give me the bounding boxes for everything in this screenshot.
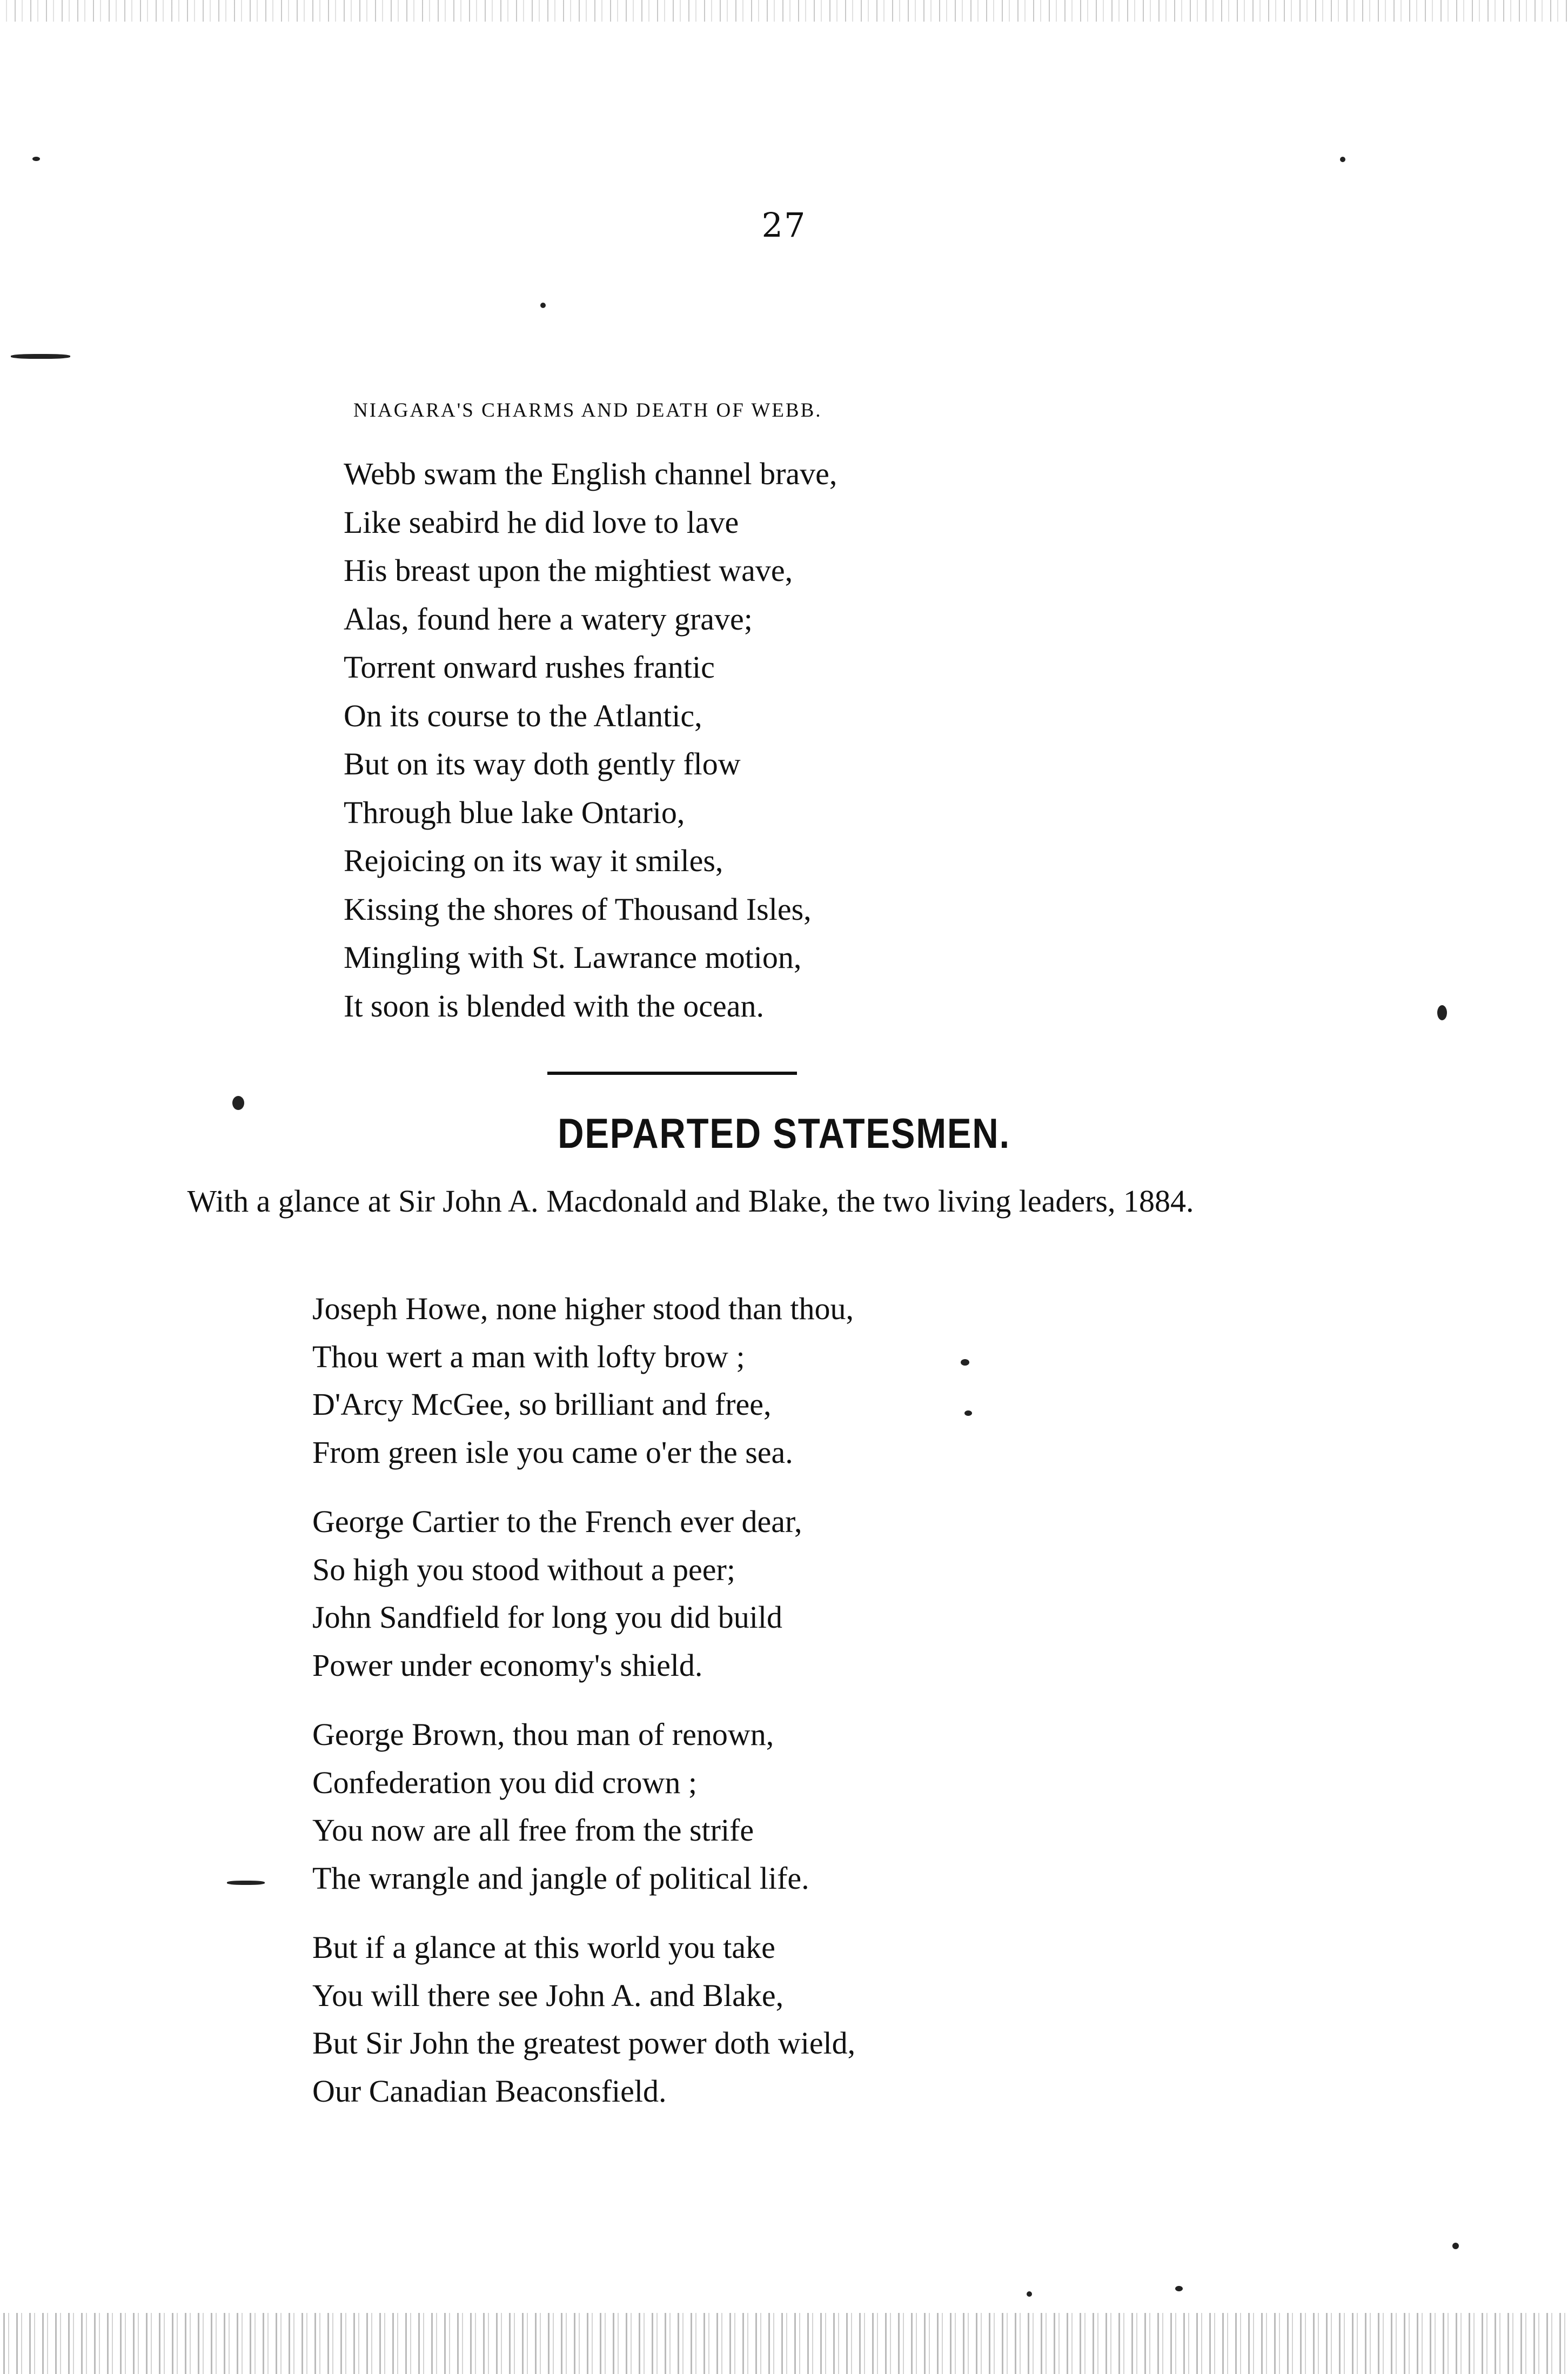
poem-line: From green isle you came o'er the sea. <box>312 1434 793 1470</box>
poem-line: Joseph Howe, none higher stood than thou, <box>312 1291 854 1326</box>
poem-line: Confederation you did crown ; <box>312 1764 697 1800</box>
scan-speck <box>1027 2291 1032 2297</box>
poem-line: Alas, found here a watery grave; <box>344 601 753 637</box>
page-number: 27 <box>761 205 807 245</box>
poem-line: The wrangle and jangle of political life. <box>312 1860 809 1896</box>
poem-line: Webb swam the English channel brave, <box>344 456 837 491</box>
scan-noise-bottom <box>0 2313 1568 2374</box>
stanza <box>312 1711 855 1902</box>
poem-title-niagara: NIAGARA'S CHARMS AND DEATH OF WEBB. <box>353 399 822 422</box>
section-divider-rule <box>547 1072 797 1075</box>
scan-speck <box>1437 1005 1447 1020</box>
poem-line: Thou wert a man with lofty brow ; <box>312 1339 745 1374</box>
poem-line: George Brown, thou man of renown, <box>312 1717 774 1752</box>
poem-line: His breast upon the mightiest wave, <box>344 553 793 588</box>
poem-line: Like seabird he did love to lave <box>344 504 739 540</box>
stanza <box>312 1498 855 1689</box>
poem-line: But Sir John the greatest power doth wield, <box>312 2025 856 2061</box>
scan-noise-top <box>0 0 1568 22</box>
scan-speck <box>32 157 40 161</box>
stanza <box>312 1285 855 1476</box>
poem-line: Torrent onward rushes frantic <box>344 650 715 685</box>
scan-speck <box>227 1881 265 1885</box>
poem-title-departed-statesmen: DEPARTED STATESMEN. <box>558 1109 1010 1157</box>
poem-line: Rejoicing on its way it smiles, <box>344 843 723 878</box>
scan-speck <box>540 303 546 308</box>
scan-speck <box>232 1096 244 1110</box>
poem-line: Mingling with St. Lawrance motion, <box>344 940 802 975</box>
poem-line: So high you stood without a peer; <box>312 1552 735 1587</box>
poem-subtitle: With a glance at Sir John A. Macdonald and Blake, the two living leaders, 1884. <box>187 1183 1194 1219</box>
scan-speck <box>1175 2286 1183 2291</box>
poem-line: Power under economy's shield. <box>312 1647 703 1683</box>
poem-line: Our Canadian Beaconsfield. <box>312 2073 667 2109</box>
poem-line: D'Arcy McGee, so brilliant and free, <box>312 1387 772 1422</box>
poem-line: Kissing the shores of Thousand Isles, <box>344 891 812 927</box>
poem-line: Through blue lake Ontario, <box>344 794 685 830</box>
poem-line: George Cartier to the French ever dear, <box>312 1504 802 1539</box>
poem-line: You will there see John A. and Blake, <box>312 1977 784 2013</box>
scan-speck <box>964 1410 972 1416</box>
poem-line: You now are all free from the strife <box>312 1813 754 1848</box>
poem-line: John Sandfield for long you did build <box>312 1600 782 1635</box>
scan-speck <box>1452 2243 1459 2249</box>
poem-departed-statesmen <box>312 1285 855 2137</box>
scan-speck <box>1340 157 1345 162</box>
scan-speck <box>961 1359 969 1366</box>
poem-line: But if a glance at this world you take <box>312 1930 775 1965</box>
poem-line: It soon is blended with the ocean. <box>344 988 764 1024</box>
poem-niagara <box>344 450 837 1030</box>
poem-line: But on its way doth gently flow <box>344 746 741 781</box>
poem-line: On its course to the Atlantic, <box>344 698 702 733</box>
stanza <box>312 1924 855 2115</box>
scan-speck <box>11 354 70 359</box>
